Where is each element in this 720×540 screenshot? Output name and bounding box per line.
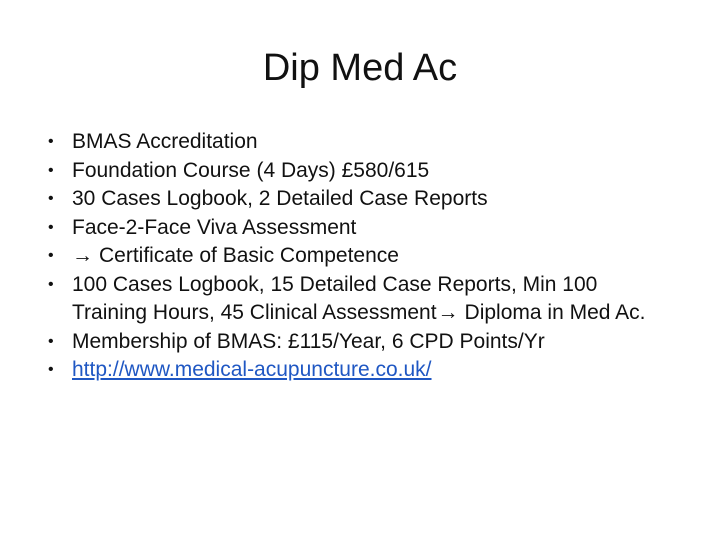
right-arrow-icon: →: [437, 301, 459, 324]
bullet-item-face-to-face-viva: [48, 214, 668, 243]
bullet-item-website-link: [48, 356, 668, 385]
website-link[interactable]: http://www.medical-acupuncture.co.uk/: [72, 358, 432, 381]
bullet-dot-icon: •: [48, 190, 54, 207]
bullet-dot-icon: •: [48, 161, 54, 179]
bullet-item-membership-bmas: [48, 328, 668, 357]
bullet-dot-icon: •: [48, 332, 54, 350]
bullet-text-before-arrow: 100 Cases Logbook, 15 Detailed Case Reports, Min 100 Training Hours, 45 Clinical Assessment: [72, 272, 598, 324]
bullet-dot-icon: •: [48, 218, 54, 236]
bullet-text: Foundation Course (4 Days) £580/615: [72, 158, 430, 182]
slide-title: Dip Med Ac: [262, 47, 458, 89]
bullet-item-logbook-30-cases: [48, 185, 668, 214]
bullet-text-after-arrow: Diploma in Med Ac.: [464, 301, 646, 324]
bullet-text: Membership of BMAS: £115/Year, 6 CPD Points/Yr: [72, 329, 545, 353]
bullet-list: [48, 128, 668, 385]
bullet-item-bmas-accreditation: [48, 128, 668, 157]
bullet-dot-icon: •: [48, 133, 54, 150]
bullet-text: Certificate of Basic Competence: [99, 244, 399, 267]
bullet-dot-icon: •: [48, 275, 54, 293]
bullet-text: Face-2-Face Viva Assessment: [72, 215, 357, 239]
bullet-text: 30 Cases Logbook, 2 Detailed Case Reports: [72, 187, 488, 210]
bullet-item-certificate-basic-competence: [48, 242, 668, 271]
bullet-dot-icon: •: [48, 361, 54, 378]
bullet-dot-icon: •: [48, 247, 54, 264]
bullet-item-diploma-requirements: [48, 271, 668, 328]
bullet-item-foundation-course: [48, 157, 668, 186]
bullet-text: BMAS Accreditation: [72, 130, 258, 153]
right-arrow-icon: →: [72, 244, 93, 267]
